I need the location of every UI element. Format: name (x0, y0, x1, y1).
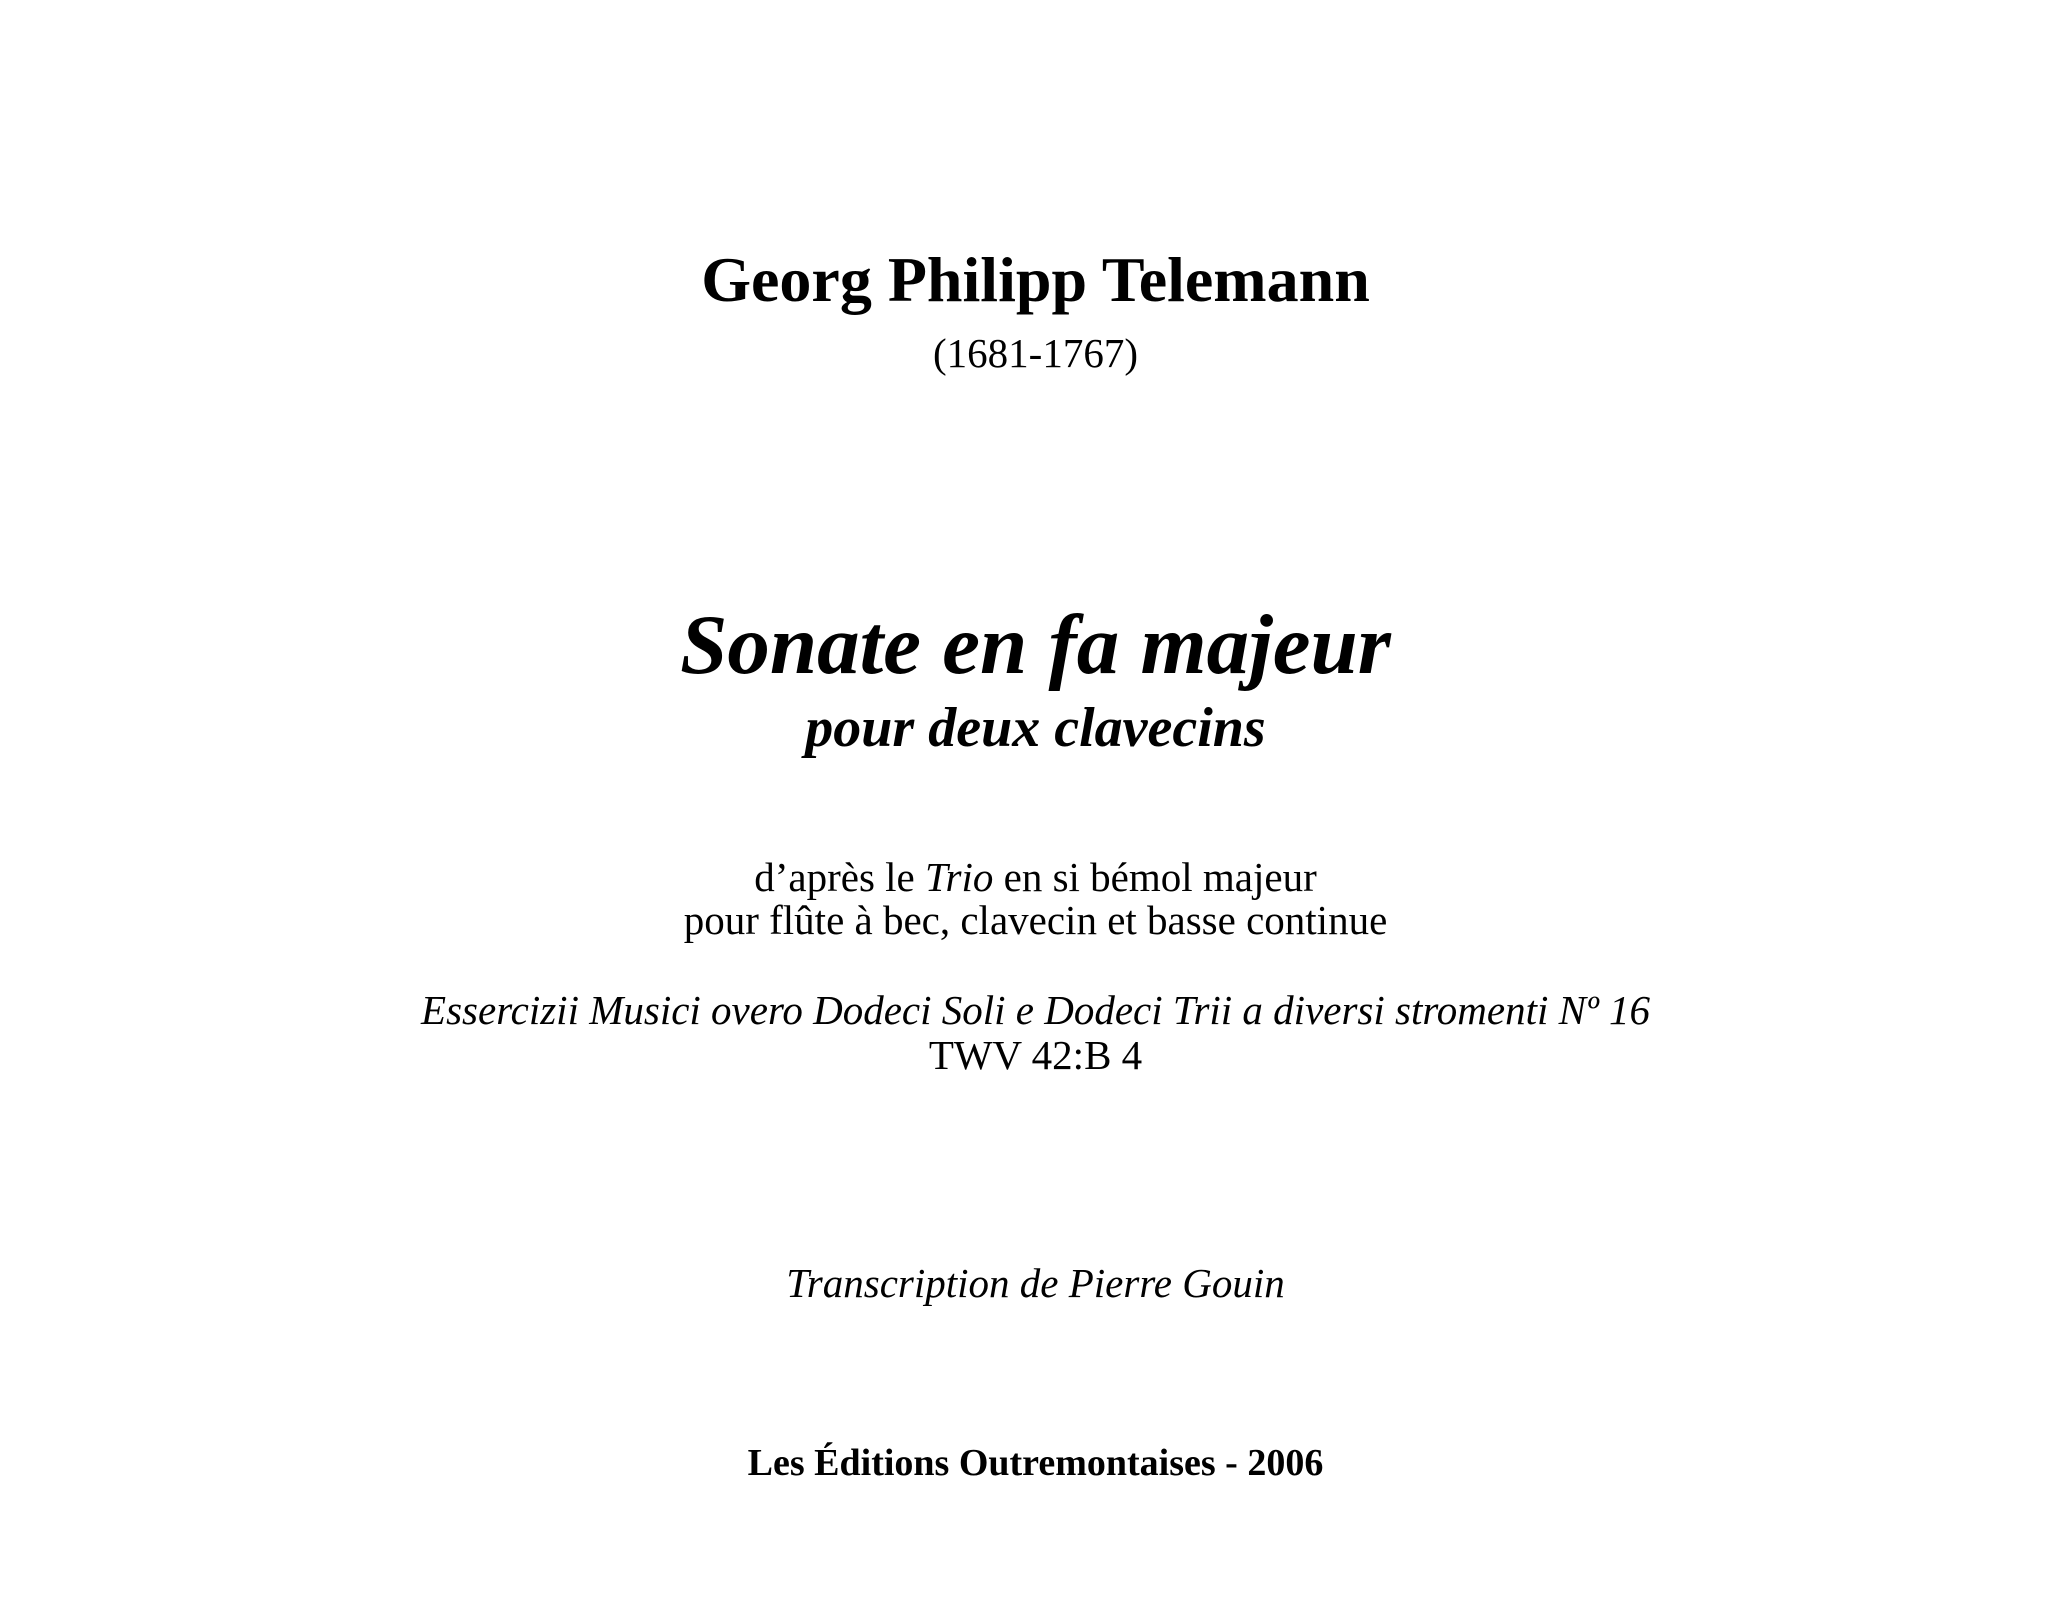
publisher-line: Les Éditions Outremontaises - 2006 (747, 1442, 1324, 1484)
source-prefix: d’après le (754, 854, 925, 900)
source-key: en si bémol majeur (993, 854, 1317, 900)
composer-name: Georg Philipp Telemann (701, 244, 1370, 315)
source-work-line (0, 854, 2071, 900)
work-title: Sonate en fa majeur (680, 598, 1391, 692)
work-subtitle: pour deux clavecins (805, 697, 1266, 759)
source-instrumentation: pour flûte à bec, clavecin et basse continue (683, 897, 1388, 943)
composer-dates: (1681-1767) (933, 330, 1138, 376)
catalog-number: TWV 42:B 4 (928, 1032, 1143, 1078)
source-work-name: Trio (925, 854, 994, 900)
transcription-credit: Transcription de Pierre Gouin (786, 1260, 1285, 1306)
source-collection: Essercizii Musici overo Dodeci Soli e Dodeci Trii a diversi stromenti Nº 16 (421, 987, 1650, 1033)
